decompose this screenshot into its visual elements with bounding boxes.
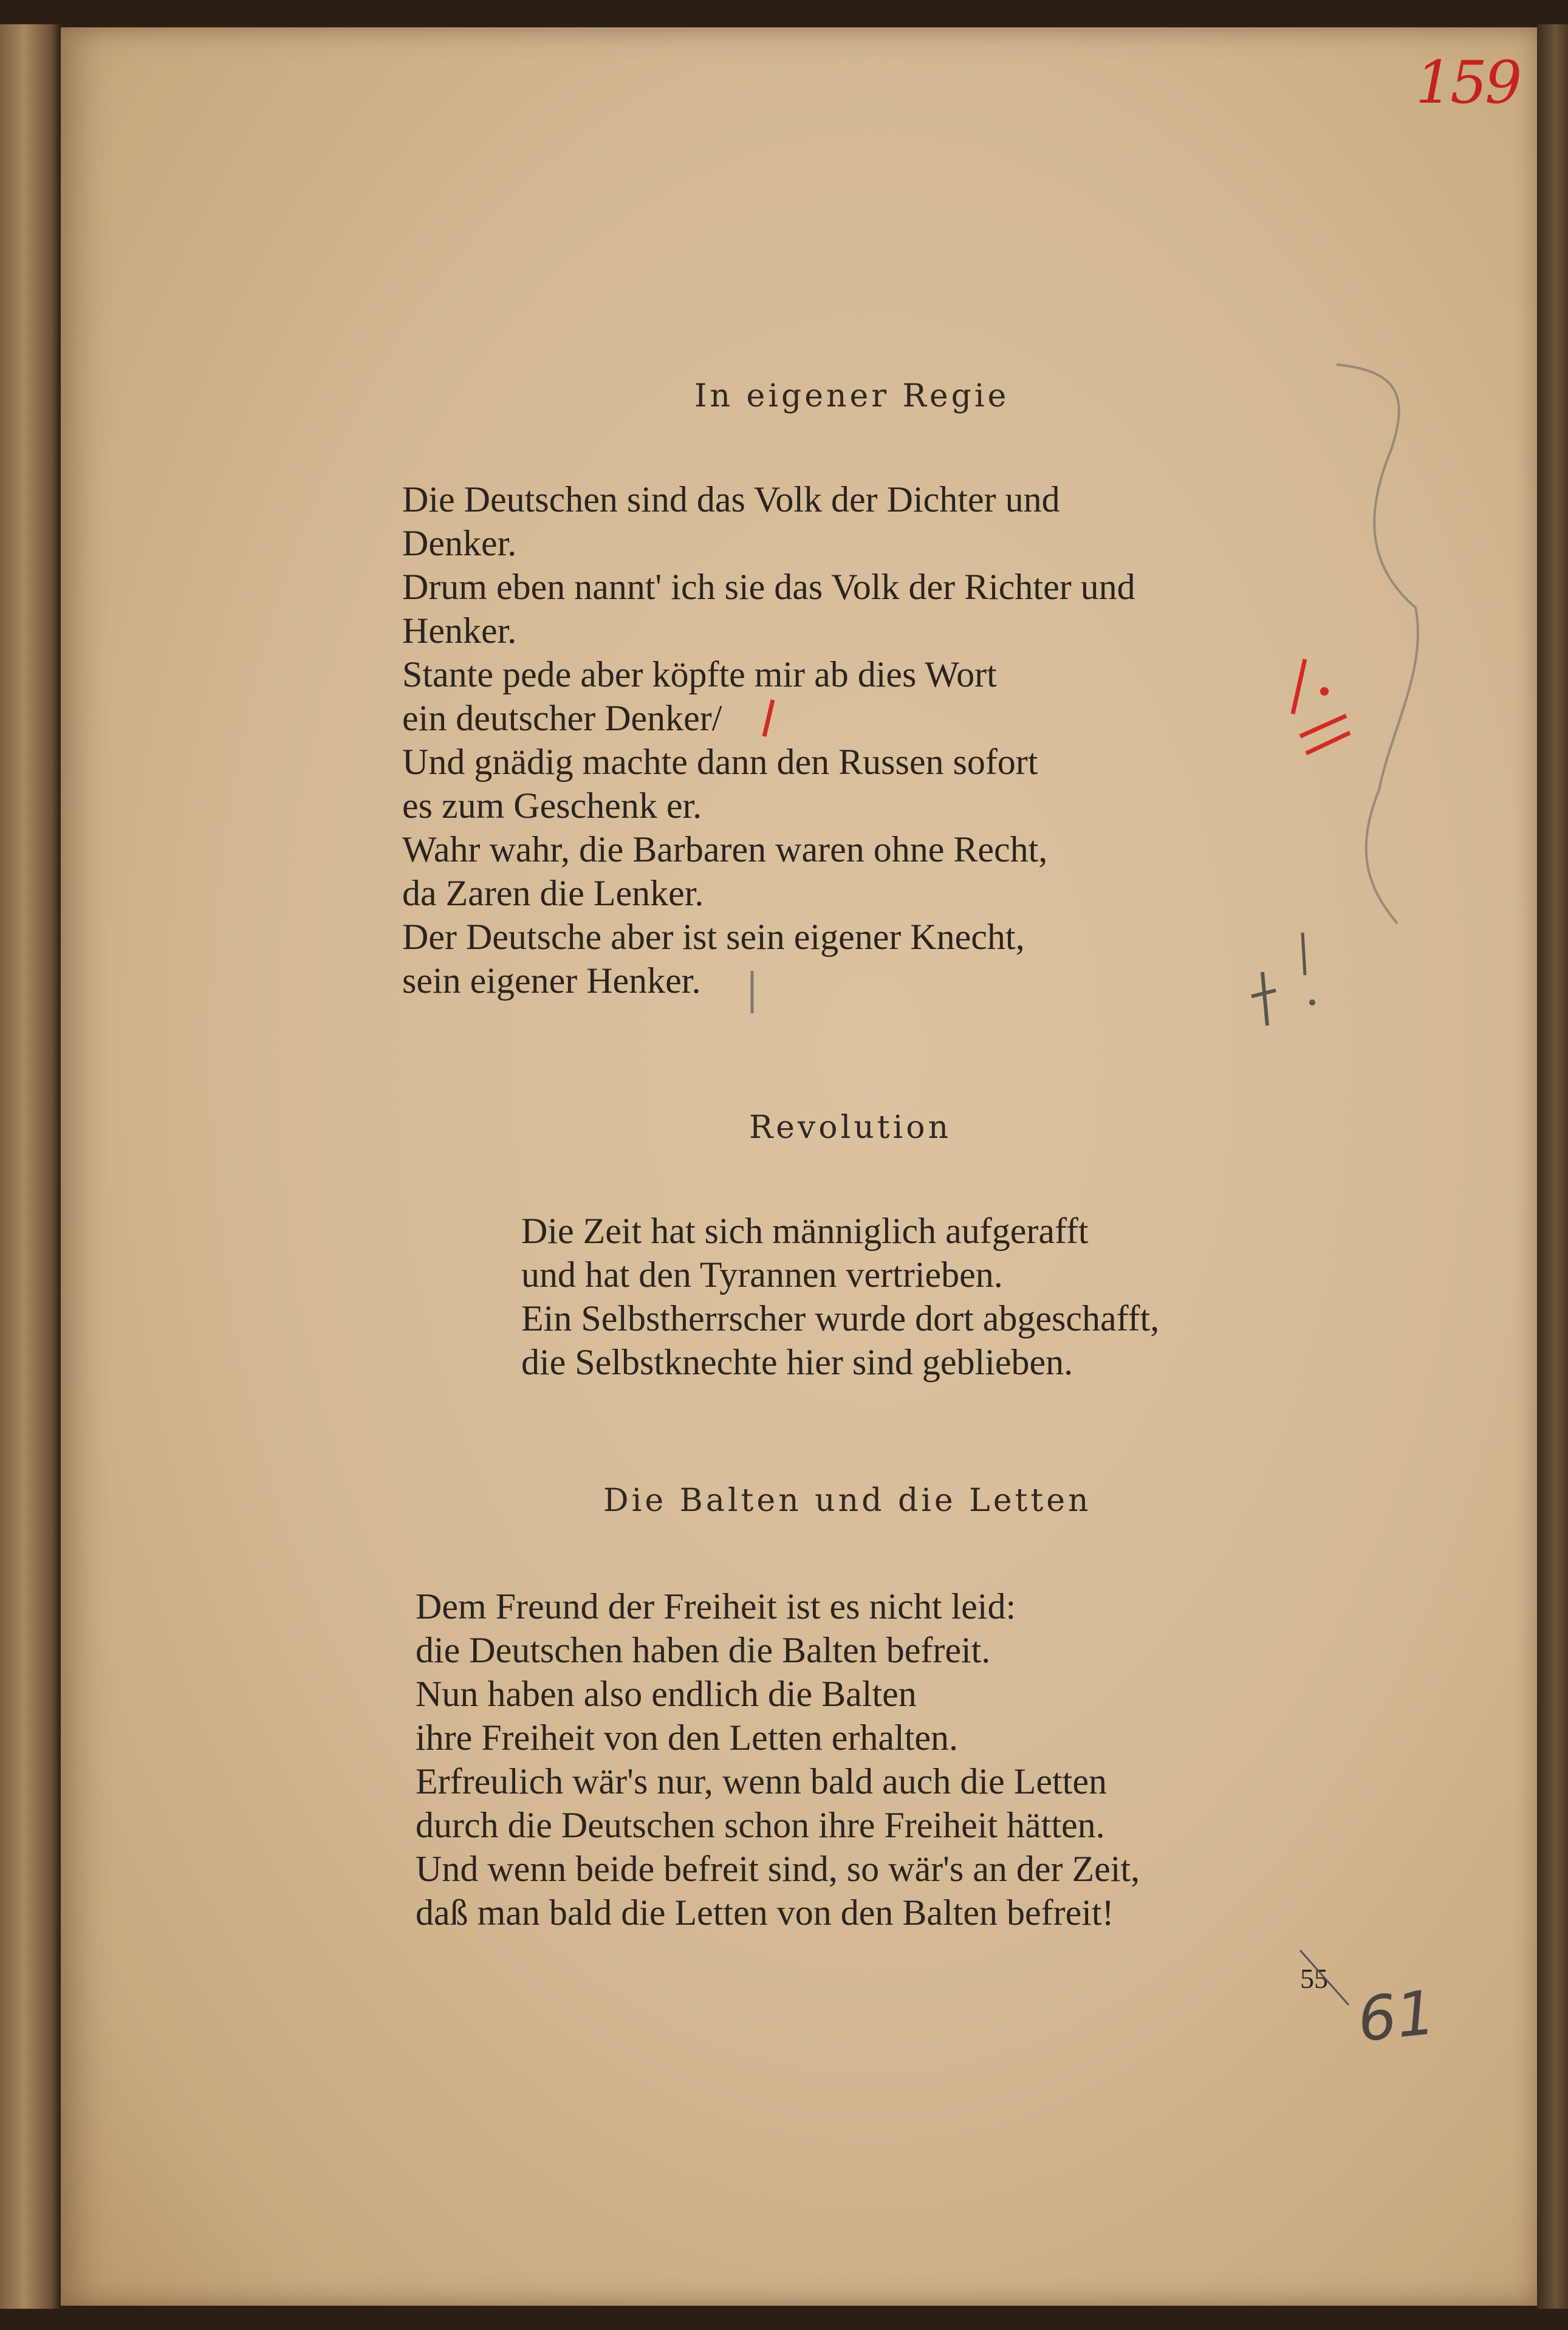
poem-line: die Deutschen haben die Balten befreit.: [416, 1630, 991, 1670]
poem-line: es zum Geschenk er.: [402, 786, 702, 826]
poem-line: Denker.: [402, 523, 517, 563]
poem-stanza-1: [402, 478, 1135, 1002]
poem-line: Die Deutschen sind das Volk der Dichter und: [402, 479, 1060, 519]
folio-mark: 159: [1416, 49, 1520, 117]
poem-title-3: Die Balten und die Letten: [603, 1482, 1092, 1519]
poem-line: Und gnädig machte dann den Russen sofort: [402, 742, 1038, 782]
poem-stanza-2: [521, 1209, 1159, 1384]
poem-line: Henker.: [402, 611, 517, 651]
poem-line: Nun haben also endlich die Balten: [416, 1674, 917, 1714]
poem-line: ihre Freiheit von den Letten erhalten.: [416, 1718, 958, 1758]
binding-edge: [1537, 24, 1568, 2309]
poem-stanza-3: [416, 1585, 1140, 1934]
poem-line: daß man bald die Letten von den Balten befreit!: [416, 1893, 1114, 1933]
poem-line: Drum eben nannt' ich sie das Volk der Richter und: [402, 567, 1135, 607]
poem-line: sein eigener Henker.: [402, 961, 701, 1001]
poem-line: Ein Selbstherrscher wurde dort abgeschafft,: [521, 1298, 1160, 1338]
poem-line: und hat den Tyrannen vertrieben.: [521, 1255, 1003, 1295]
poem-title-1: In eigener Regie: [694, 378, 1010, 414]
poem-title-2: Revolution: [749, 1109, 952, 1146]
page-number: 55: [1300, 1963, 1328, 1994]
poem-line: Wahr wahr, die Barbaren waren ohne Recht,: [402, 829, 1048, 869]
poem-line: Stante pede aber köpfte mir ab dies Wort: [402, 654, 997, 694]
pencil-page-number: 61: [1354, 1976, 1439, 2056]
poem-line: Die Zeit hat sich männiglich aufgerafft: [521, 1211, 1089, 1251]
poem-line: ein deutscher Denker/: [402, 698, 722, 738]
facing-page-edge: [0, 24, 61, 2309]
poem-line: die Selbstknechte hier sind geblieben.: [521, 1342, 1073, 1382]
poem-line: Und wenn beide befreit sind, so wär's an der Zeit,: [416, 1849, 1140, 1889]
poem-line: Der Deutsche aber ist sein eigener Knecht,: [402, 917, 1025, 957]
poem-line: durch die Deutschen schon ihre Freiheit hätten.: [416, 1805, 1105, 1845]
poem-line: da Zaren die Lenker.: [402, 873, 704, 913]
poem-line: Dem Freund der Freiheit ist es nicht leid:: [416, 1586, 1016, 1626]
poem-line: Erfreulich wär's nur, wenn bald auch die Letten: [416, 1761, 1107, 1801]
